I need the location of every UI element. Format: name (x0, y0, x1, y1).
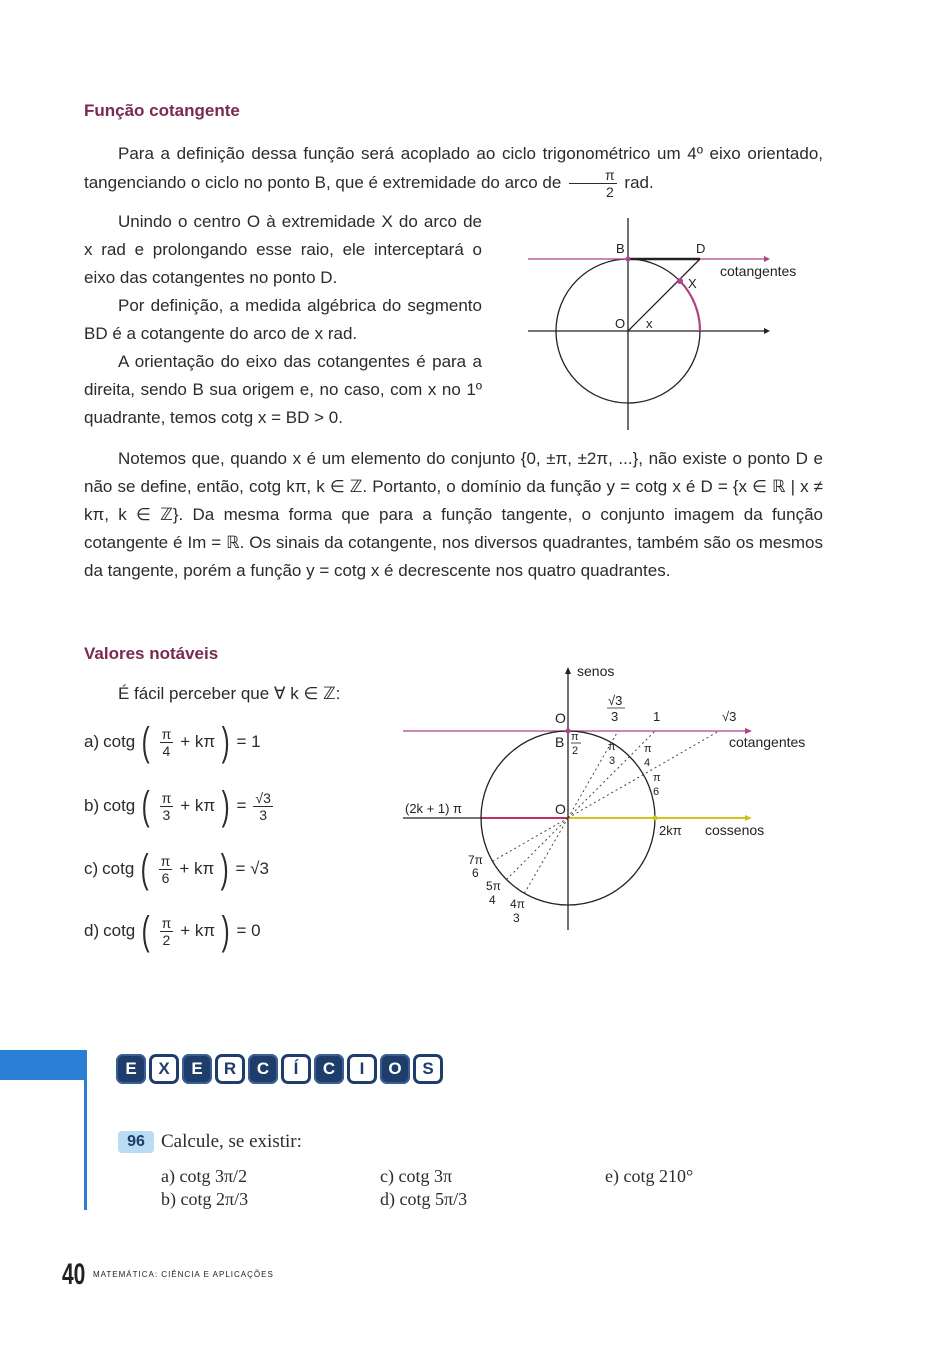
exercise-letter: R (215, 1054, 245, 1084)
domain-paragraph: Notemos que, quando x é um elemento do conjunto {0, ±π, ±2π, ...}, não existe o ponto D e não se define, então, cotg kπ, k ∈ ℤ. Portanto, o domínio da função y = cotg x é D = {x ∈ ℝ | x ≠ kπ, k ∈ ℤ}. Da mesma forma que para a função tangente, o conjunto imagem da função cotangente é Im = ℝ. Os sinais da cotangente, nos diversos quadrantes, também são os mesmos da tangente, porém a função y = cotg x é decrescente nos quatro quadrantes. (84, 449, 823, 580)
label-2k-plus-1-pi: (2k + 1) π (405, 801, 463, 816)
label-pi-over-6-den: 6 (653, 786, 660, 798)
label-x-point: X (688, 276, 697, 291)
notable-item-c: c) cotg ( $\frac{\pi}{6}$ + kπ ) = √3 (84, 847, 269, 891)
label-one: 1 (653, 709, 661, 724)
pi-over-2-fraction: $\frac{\pi}{2}$ (569, 168, 617, 199)
page-number: 40 (62, 1258, 86, 1291)
paragraph-center-o: Unindo o centro O à extremidade X do arco de x rad e prolongando esse raio, ele interceptará o eixo das cotangentes no ponto D. (84, 212, 482, 287)
label-o: O (615, 316, 626, 331)
label-cotangentes: cotangentes (729, 734, 806, 750)
label-5pi-over-4-den: 4 (489, 893, 496, 907)
notable-intro: É fácil perceber que ∀ k ∈ ℤ: (118, 684, 341, 703)
label-pi-over-3-den: 3 (609, 755, 616, 767)
exercise-letter: I (347, 1054, 377, 1084)
cotangent-circle-figure (520, 210, 820, 435)
paragraph-definition-bd: Por definição, a medida algébrica do segmento BD é a cotangente do arco de x rad. (84, 296, 482, 343)
exercise-prompt: Calcule, se existir: (161, 1131, 302, 1152)
exercise-letter: C (248, 1054, 278, 1084)
label-sqrt3-over-3-num: √3 (608, 693, 623, 708)
horizontal-axis-arrow (764, 328, 770, 334)
label-pi-over-4-num: π (644, 743, 652, 755)
label-pi-over-3-num: π (608, 741, 616, 753)
point-b (626, 257, 631, 262)
label-x-angle: x (646, 316, 653, 331)
sine-axis-arrow (565, 667, 571, 674)
notable-values-circle-figure (395, 660, 825, 935)
exercise-letter: S (413, 1054, 443, 1084)
point-2kpi (653, 816, 658, 821)
label-pi-over-4-den: 4 (644, 757, 651, 769)
cosine-axis-arrow (745, 815, 752, 821)
exercise-side-band (0, 1050, 84, 1080)
section-heading-notable-values: Valores notáveis (84, 644, 219, 663)
dashed-rays (493, 731, 719, 894)
label-pi-over-2-num: π (571, 731, 579, 743)
point-x (677, 278, 683, 284)
exercise-item-b: b) cotg 2π/3 (161, 1189, 249, 1209)
label-d: D (696, 241, 706, 256)
label-pi-over-6-num: π (653, 772, 661, 784)
label-cotangentes: cotangentes (720, 263, 797, 279)
intro-text: Para a definição dessa função será acoplado ao ciclo trigonométrico um 4º eixo orientado, tangenciando o ciclo no ponto B, que é extremidade do arco de (84, 144, 823, 192)
exercise-item-c: c) cotg 3π (380, 1166, 453, 1186)
exercise-item-d: d) cotg 5π/3 (380, 1189, 468, 1209)
label-senos: senos (577, 663, 615, 679)
label-o-center: O (555, 801, 566, 817)
exercise-letter: C (314, 1054, 344, 1084)
label-sqrt3-over-3-den: 3 (611, 709, 619, 724)
label-7pi-over-6-num: 7π (468, 853, 483, 867)
definition-text-column (84, 208, 482, 432)
intro-rad: rad. (624, 172, 654, 192)
label-b: B (555, 734, 565, 750)
exercise-letter: Í (281, 1054, 311, 1084)
label-b: B (616, 241, 625, 256)
notable-item-b: b) cotg ( $\frac{\pi}{3}$ + kπ ) = $\frac{√3}{3}$ (84, 784, 271, 828)
exercise-letter: E (182, 1054, 212, 1084)
exercise-item-e: e) cotg 210° (605, 1166, 694, 1186)
notable-item-a: a) cotg ( $\frac{\pi}{4}$ + kπ ) = 1 (84, 720, 261, 764)
label-sqrt3: √3 (722, 709, 737, 724)
cotangent-axis-arrow (764, 256, 770, 262)
exercise-letter: O (380, 1054, 410, 1084)
exercise-item-a: a) cotg 3π/2 (161, 1166, 248, 1186)
label-o-top: O (555, 710, 566, 726)
section-heading-cotangent: Função cotangente (84, 101, 240, 120)
exercise-letter: E (116, 1054, 146, 1084)
footer-book-title: MATEMÁTICA: CIÊNCIA E APLICAÇÕES (93, 1270, 274, 1279)
intro-paragraph (84, 140, 823, 199)
paragraph-orientation: A orientação do eixo das cotangentes é para a direita, sendo B sua origem e, no caso, com x no 1º quadrante, temos cotg x = BD > 0. (84, 352, 482, 427)
radius-ox (628, 259, 700, 331)
exercise-letter: X (149, 1054, 179, 1084)
label-4pi-over-3-den: 3 (513, 911, 520, 925)
label-2kpi: 2kπ (659, 823, 682, 838)
label-4pi-over-3-num: 4π (510, 897, 525, 911)
notable-item-d: d) cotg ( $\frac{\pi}{2}$ + kπ ) = 0 (84, 909, 261, 953)
label-7pi-over-6-den: 6 (472, 866, 479, 880)
exercise-number-badge: 96 (118, 1131, 154, 1153)
exercise-side-bar (84, 1050, 87, 1210)
label-cossenos: cossenos (705, 822, 765, 838)
exercise-title-blocks (116, 1054, 446, 1084)
label-5pi-over-4-num: 5π (486, 879, 501, 893)
label-pi-over-2-den: 2 (572, 745, 579, 757)
point-b (566, 729, 571, 734)
